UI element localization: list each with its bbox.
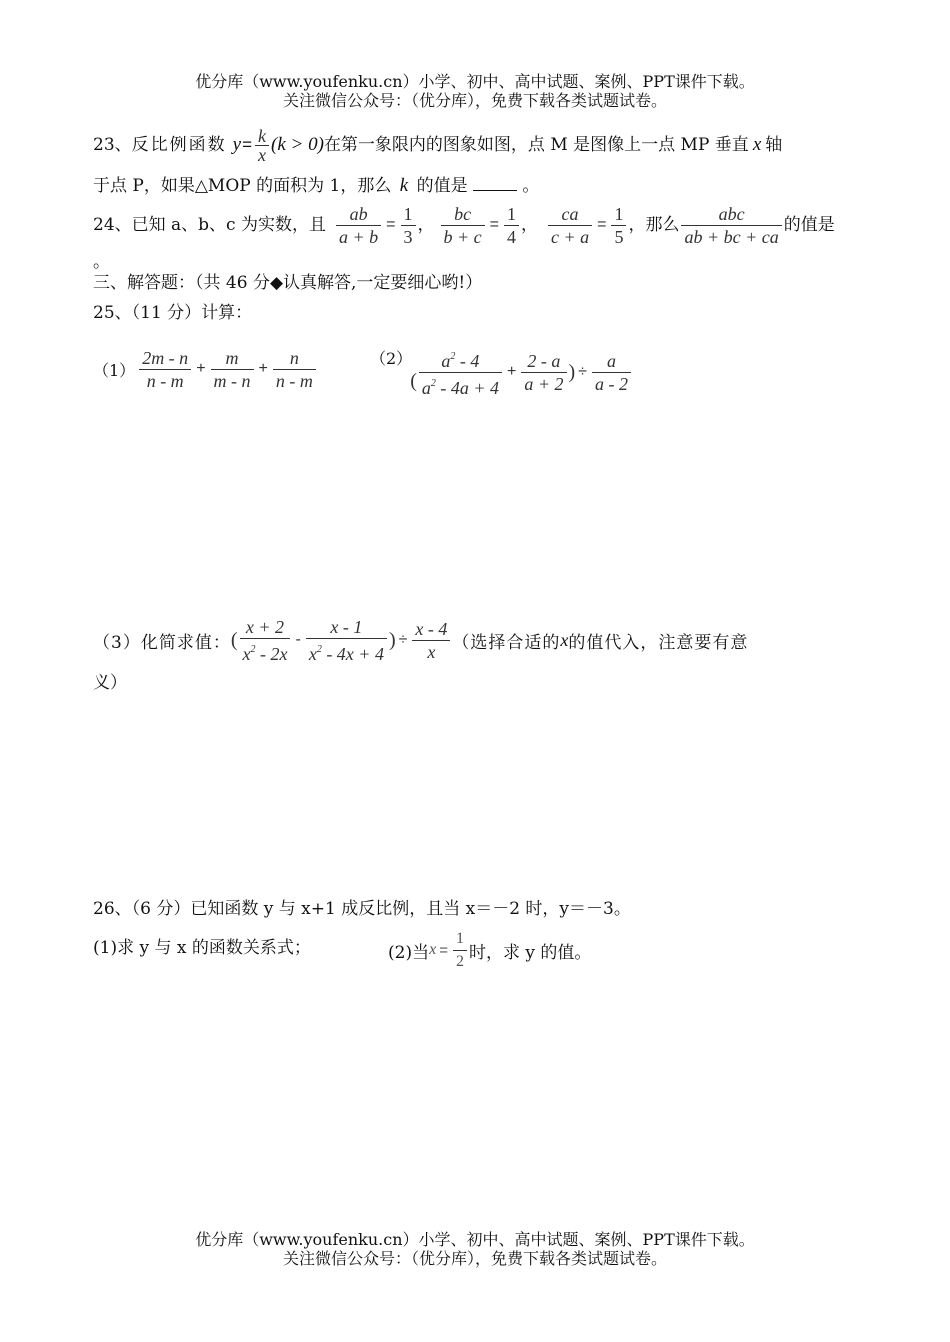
q25-p2-fraction-c <box>592 350 631 395</box>
fraction-numerator: x + 2 <box>245 616 285 637</box>
fraction-numerator: n <box>289 347 299 368</box>
base: a <box>421 377 431 398</box>
section-3-title: 三、解答题：（共 46 分◆认真解答,一定要细心哟!） <box>93 273 483 293</box>
q25-p3-fraction-b <box>306 616 387 665</box>
q25-part-1 <box>93 344 318 394</box>
fraction-numerator: 1 <box>614 203 624 224</box>
fraction-denominator: m - n <box>213 370 251 391</box>
base: x <box>308 643 317 664</box>
fraction-denominator: c + a <box>550 226 590 247</box>
fraction-numerator: 1 <box>506 203 516 224</box>
q23-text-a: 反比例函数 <box>131 135 227 155</box>
base: x <box>242 643 251 664</box>
q26-part-2 <box>388 926 591 974</box>
page-footer-line1: 优分库（www.youfenku.cn）小学、初中、高中试题、案例、PPT课件下载。 <box>195 1230 755 1249</box>
q24-fraction-ab <box>336 203 381 248</box>
fraction-denominator: 5 <box>614 226 624 247</box>
q23-var-k: k <box>399 175 409 196</box>
q23-var-x: x <box>752 134 762 155</box>
q24-fraction-target <box>681 203 781 248</box>
page-footer-line2: 关注微信公众号：（优分库），免费下载各类试题试卷。 <box>282 1249 667 1268</box>
fraction-numerator: 1 <box>455 929 464 947</box>
fraction-denominator: a + 2 <box>524 373 564 394</box>
q25-p3-fraction-c <box>412 618 450 663</box>
q23-fraction-num: k <box>258 125 267 146</box>
q23-text-b: 在第一象限内的图象如图，点 M 是图像上一点 MP 垂直 <box>323 135 749 155</box>
plus-sign: + <box>196 360 206 377</box>
q25-part3-line2: 义） <box>93 673 127 693</box>
question-23-line1 <box>93 126 782 164</box>
equals-sign: = <box>386 216 396 233</box>
exponent: 2 <box>450 350 456 362</box>
fraction-numerator: ab <box>349 203 368 224</box>
rest: - 4 <box>455 350 480 371</box>
q25-p3-fraction-a <box>240 616 291 665</box>
q24-text-a: 已知 a、b、c 为实数，且 <box>131 215 326 235</box>
fraction-numerator: 2m - n <box>142 347 189 368</box>
q23-condition: (k > 0) <box>271 134 324 155</box>
fraction-denominator: n - m <box>146 370 184 391</box>
rest: - 2x <box>255 643 288 664</box>
q26-part2-b: 时，求 y 的值。 <box>468 942 592 963</box>
q25-part2-label: （2） <box>370 349 413 368</box>
q23-line2-c: 。 <box>522 176 540 196</box>
q26-part2-a: (2)当 <box>388 942 430 963</box>
q25-p1-fraction-c <box>273 347 316 392</box>
equals-sign: = <box>489 216 499 233</box>
fraction-denominator: a - 2 <box>594 373 628 394</box>
fraction-denominator: x <box>427 641 436 662</box>
q24-text-b: ，那么 <box>628 215 680 235</box>
fraction-numerator: 2 - a <box>527 350 561 371</box>
left-paren: ( <box>410 369 417 392</box>
q24-text-c: 的值是 <box>783 215 835 235</box>
q23-number: 23、 <box>93 135 132 155</box>
q24-number: 24、 <box>93 215 132 235</box>
q24-end-mark: 。 <box>93 252 110 272</box>
fraction-denominator: 4 <box>506 226 516 247</box>
q25-part1-label: （1） <box>93 360 136 380</box>
plus-sign: + <box>507 363 517 380</box>
question-24 <box>93 201 835 249</box>
equals-sign: = <box>597 216 607 233</box>
equals-sign: = <box>439 941 448 959</box>
rest: - 4a + 4 <box>435 377 499 398</box>
fraction-denominator: 3 <box>403 226 413 247</box>
q24-fraction-one-fourth <box>504 203 519 248</box>
q25-part3-tail-b: 的值代入，注意要有意 <box>568 632 749 653</box>
page-header-line2: 关注微信公众号：（优分库），免费下载各类试题试卷。 <box>282 91 667 110</box>
q25-part3-tail-a: （选择合适的 <box>452 632 561 653</box>
right-paren: ) <box>388 628 396 651</box>
fraction-denominator <box>419 373 502 399</box>
exponent: 2 <box>316 643 322 655</box>
q25-p2-fraction-b <box>521 350 566 395</box>
q25-p1-fraction-a <box>139 347 191 392</box>
exponent: 2 <box>250 643 256 655</box>
fraction-numerator: x - 1 <box>330 616 363 637</box>
q23-func-eq: = <box>242 135 253 154</box>
q23-line2-a: 于点 P，如果△MOP 的面积为 1，那么 <box>93 176 392 196</box>
q24-fraction-one-fifth <box>611 203 626 248</box>
q24-comma: ， <box>520 215 538 235</box>
q25-part3-var-x: x <box>560 629 569 650</box>
question-26-title: 26、（6 分）已知函数 y 与 x+1 成反比例，且当 x＝－2 时，y＝－3。 <box>93 899 631 919</box>
fraction-denominator: 2 <box>455 952 464 970</box>
fraction-numerator: abc <box>718 203 745 224</box>
q26-part-1: (1)求 y 与 x 的函数关系式； <box>93 938 311 958</box>
fraction-numerator: m <box>225 347 239 368</box>
fraction-denominator: n - m <box>275 370 313 391</box>
fraction-numerator: bc <box>454 203 472 224</box>
question-25-title: 25、（11 分）计算： <box>93 303 253 323</box>
answer-blank <box>473 176 517 191</box>
q25-part-2 <box>370 344 633 400</box>
fraction-numerator: ca <box>561 203 579 224</box>
fraction-denominator <box>240 639 291 665</box>
fraction-denominator: a + b <box>339 226 379 247</box>
q26-fraction-half <box>453 928 467 973</box>
left-paren: ( <box>230 628 238 651</box>
fraction-numerator: a <box>606 350 616 371</box>
fraction-denominator: b + c <box>443 226 482 247</box>
right-paren: ) <box>568 360 576 383</box>
q24-fraction-one-third <box>401 203 416 248</box>
minus-sign: - <box>295 631 301 648</box>
q23-fraction-k-over-x <box>255 127 269 164</box>
q24-fraction-bc <box>441 203 485 248</box>
q23-line2-b: 的值是 <box>416 176 468 196</box>
q23-fraction-den: x <box>258 144 267 165</box>
fraction-denominator <box>306 639 387 665</box>
q26-part2-var-x: x <box>429 941 437 958</box>
q25-part-3 <box>93 612 748 668</box>
q23-func-y: y <box>232 134 242 155</box>
q25-p1-fraction-b <box>211 347 254 392</box>
q25-part3-label: （3）化简求值： <box>93 632 231 653</box>
q24-comma: ， <box>417 215 435 235</box>
fraction-numerator <box>438 346 482 372</box>
exponent: 2 <box>430 377 436 389</box>
q24-fraction-ca <box>548 203 592 248</box>
q25-p2-fraction-a <box>419 346 502 399</box>
fraction-denominator: ab + bc + ca <box>684 226 779 247</box>
divide-sign: ÷ <box>578 363 587 380</box>
q23-text-c: 轴 <box>765 135 783 155</box>
rest: - 4x + 4 <box>321 643 384 664</box>
fraction-numerator: x - 4 <box>415 618 448 639</box>
base: a <box>441 350 451 371</box>
page-header-line1: 优分库（www.youfenku.cn）小学、初中、高中试题、案例、PPT课件下载。 <box>195 72 755 91</box>
divide-sign: ÷ <box>398 631 408 648</box>
question-23-line2 <box>93 174 539 198</box>
plus-sign: + <box>258 360 268 377</box>
fraction-numerator: 1 <box>403 203 413 224</box>
